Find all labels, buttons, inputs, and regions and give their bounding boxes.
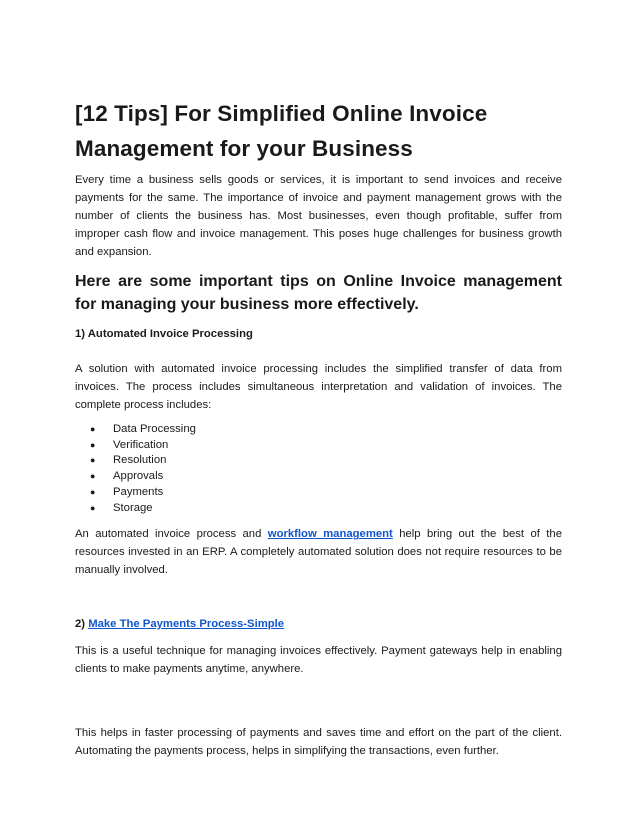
section1-paragraph: A solution with automated invoice processing includes the simplified transfer of data from invoices. The process includes simultaneous interpretation and validation of invoices. The complete process includes: [75,363,562,411]
make-payments-simple-link[interactable]: Make The Payments Process-Simple [88,618,285,631]
bullet-dot-icon: ● [90,502,96,513]
document-content [75,96,562,760]
list-item: ● Resolution [75,453,562,469]
page-title: [12 Tips] For Simplified Online Invoice Management for your Business [75,101,488,161]
list-item: ● Data Processing [75,422,562,438]
section1-heading: 1) Automated Invoice Processing [75,328,253,340]
section2-heading: 2) Make The Payments Process-Simple [75,618,285,631]
list-item: ● Approvals [75,469,562,485]
section2-paragraph-1: This is a useful technique for managing invoices effectively. Payment gateways help in enabling clients to make payments anytime, anywhere. [75,645,562,676]
section1-paragraph-2: An automated invoice process and workflow management help bring out the best of the resources invested in an ERP. A completely automated solution does not require resources to be manually involved. [75,528,562,577]
bullet-dot-icon: ● [90,486,96,497]
process-list [75,422,562,516]
section-subtitle: Here are some important tips on Online Invoice management for managing your business more effectively. [75,273,562,313]
bullet-dot-icon: ● [90,439,96,450]
intro-paragraph: Every time a business sells goods or services, it is important to send invoices and receive payments for the same. The importance of invoice and payment management grows with the number of clients the business has. Most businesses, even though profitable, suffer from improper cash flow and invoice management. This poses huge challenges for business growth and expansion. [75,174,562,258]
bullet-dot-icon: ● [90,424,96,434]
workflow-management-link[interactable]: workflow management [267,528,393,541]
bullet-dot-icon: ● [90,471,96,482]
list-item: ● Storage [75,501,562,517]
bullet-dot-icon: ● [90,455,96,466]
list-item: ● Payments [75,485,562,501]
list-item: ● Verification [75,438,562,454]
section2-paragraph-2: This helps in faster processing of payments and saves time and effort on the part of the client. Automating the payments process, helps in simplifying the transactions, even further. [75,727,562,758]
